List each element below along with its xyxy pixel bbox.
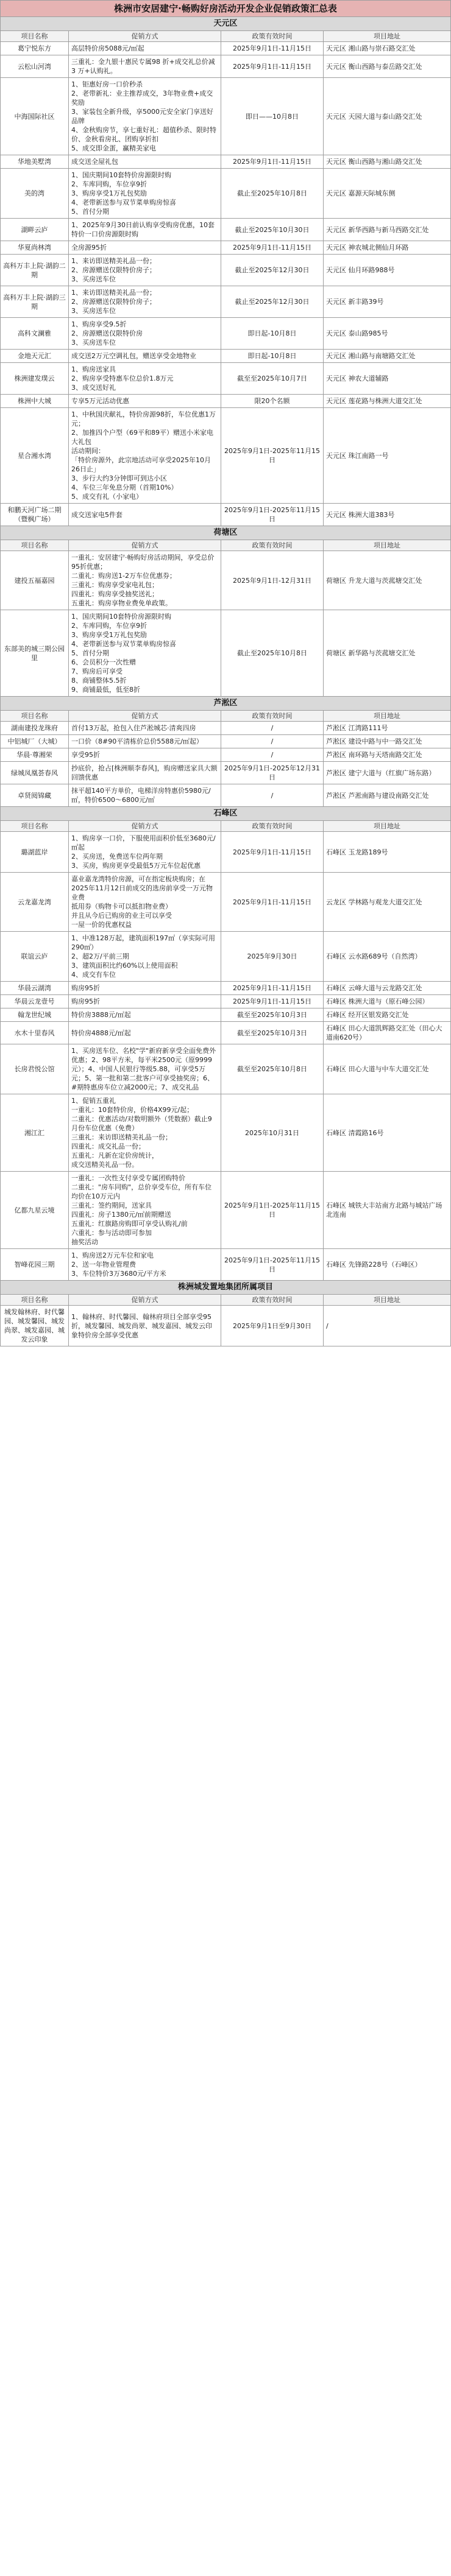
- policy-period: 截至至2025年10月3日: [221, 1008, 324, 1021]
- project-address: 石峰区 云水路689号（自然湾）: [326, 952, 422, 960]
- project-address: 天元区 泰山路985号: [326, 329, 388, 337]
- project-address: 石峰区 玉龙路189号: [326, 848, 388, 856]
- table-row: [1, 982, 450, 995]
- project-address: 石峰区 城铁大丰站南方北路与城站广场北连南: [326, 1202, 442, 1219]
- project-name: 华晨云龙壹号: [1, 995, 69, 1008]
- project-address: 石峰区 株洲大道与（原石峰公园）: [326, 998, 429, 1005]
- policy-period: 2025年9月1日-11月15日: [221, 155, 324, 168]
- project-address: 芦淞区 芦淞南路与建设南路交汇处: [326, 791, 429, 800]
- column-header-addr: 项目地址: [374, 712, 400, 720]
- project-address: 芦淞区 建宁大道与（红旗广场东路）: [326, 769, 436, 777]
- project-name: 湘江汇: [1, 1094, 69, 1171]
- project-name: 联谊云庐: [1, 932, 69, 981]
- section-heading: 芦淞区: [1, 697, 450, 711]
- project-name: 和鹏天河广场二期（暨枫广场）: [1, 504, 69, 526]
- column-header-time: 政策有效时间: [221, 821, 324, 831]
- project-name: 星合湘水湾: [1, 408, 69, 503]
- project-address: 天元区 湘山路与南塘路交汇处: [326, 352, 416, 360]
- project-address: 芦淞区 建设中路与中一路交汇处: [326, 737, 422, 745]
- table-row: [1, 350, 450, 363]
- policy-period: 2025年9月1日-11月15日: [221, 55, 324, 77]
- table-row: [1, 504, 450, 526]
- project-address: 天元区 天园大道与泰山路交汇处: [326, 112, 422, 121]
- promo-method: 全房源95折: [69, 241, 221, 254]
- policy-period: /: [221, 735, 324, 748]
- project-address: 石峰区 云峰大道与云龙路交汇处: [326, 984, 422, 992]
- promo-method: 1、国庆期间10套特价房源限时购 2、车库同购，车位享9折 3、购房享受1万礼包奖励 4、老带新送参与双节菜单购房惊喜 5、首付分期 6、会员积分一次性赠 7、购房后可享受 8、商铺整体5.5折 9、商铺最低，低至8折: [69, 610, 221, 696]
- table-row: [1, 1022, 450, 1044]
- table-row: [1, 1044, 450, 1094]
- column-header-addr: 项目地址: [374, 541, 400, 549]
- promo-method: 一重礼：安居建宁·畅购好房活动期间，享受总价95折优惠； 二重礼：购房送1-2万车位优惠券； 三重礼：购房享受家电礼包； 四重礼：购房享受抽奖送礼； 五重礼：购房享物业费免单政策。: [69, 551, 221, 610]
- table-row: [1, 1008, 450, 1022]
- policy-period: 2025年9月1日-11月15日: [221, 832, 324, 872]
- policy-period: 截至至2025年10月3日: [221, 1022, 324, 1044]
- table-row: [1, 363, 450, 395]
- column-header-addr: 项目地址: [374, 822, 400, 830]
- promo-method: 享受95折: [69, 748, 221, 761]
- table-row: [1, 722, 450, 735]
- project-name: 株洲建发璞云: [1, 363, 69, 394]
- project-address: 天元区 嘉源天际城东侧: [326, 189, 396, 197]
- table-row: [1, 932, 450, 982]
- section-heading: 荷塘区: [1, 526, 450, 540]
- policy-period: 2025年9月1日-11月15日: [221, 982, 324, 994]
- promo-method: 1、钜惠好房一口价秒杀 2、老带新礼：业主推荐成交，3年物业费+成交奖励 3、家装包全新升级，享5000元安全家门享送好品牌 4、金秋购房节，享七重好礼：超值秒杀、限时特价、金秋看房礼、团购享折扣 5、成交即金蛋，赢精美家电: [69, 78, 221, 155]
- promo-method: 1、中秋国庆献礼，特价房源98折，车位优惠1万元； 2、加推四个户型（69平和89平）赠送小米家电大礼包 活动期间： 「特价房源外，此宗地活动可享受2025年10月26日止」 3、步行大约3分钟即可到达小区 4、车位三年免息分期（首期10%） 5、成交有礼（小家电）: [69, 408, 221, 503]
- column-header-name: 项目名称: [1, 711, 69, 721]
- promo-method: 购房95折: [69, 995, 221, 1008]
- project-name: 葛宁悦东方: [1, 42, 69, 55]
- section-heading: 天元区: [1, 17, 450, 31]
- promo-method: 购房95折: [69, 982, 221, 994]
- project-address: 荷塘区 升龙大道与茨菰塘交汇处: [326, 576, 422, 585]
- project-name: 中海国际社区: [1, 78, 69, 155]
- project-address: 石峰区 田心大道与中车大道交汇处: [326, 1065, 429, 1073]
- column-header-time: 政策有效时间: [221, 1295, 324, 1305]
- column-header-row: [1, 540, 450, 551]
- promo-method: 首付13万起，抢包入住芦淞城芯·清爽四房: [69, 722, 221, 734]
- project-name: 翰龙世纪城: [1, 1008, 69, 1021]
- promo-method: 1、来访即送精美礼品一份； 2、房源赠送仅限特价房子； 3、买房送车位: [69, 255, 221, 286]
- project-address: 石峰区 清霞路16号: [326, 1128, 384, 1137]
- table-row: [1, 1094, 450, 1172]
- column-header-promo: 促销方式: [69, 31, 221, 41]
- section-heading: 石峰区: [1, 807, 450, 821]
- table-title: 株洲市安居建宁·畅购好房活动开发企业促销政策汇总表: [1, 0, 450, 17]
- column-header-name: 项目名称: [1, 540, 69, 551]
- promo-method: 1、中准128万起，建筑面积197㎡（享实际可用290㎡） 2、超2万/平前三期 3、建筑面积比约60%以上使用面积 4、成交有车位: [69, 932, 221, 981]
- project-name: 高科文澜雅: [1, 318, 69, 349]
- policy-period: 2025年9月1日-11月15日: [221, 995, 324, 1008]
- policy-period: 截止至2025年10月8日: [221, 610, 324, 696]
- column-header-name: 项目名称: [1, 31, 69, 41]
- project-address: 芦淞区 南环路与天塔南路交汇处: [326, 751, 422, 759]
- promo-method: 1、购房享一口价，下服使用面积价低至3680元/㎡起 2、买房送，免费送车位两年期 3、买房，购房更享受最低5万元车位起优惠: [69, 832, 221, 872]
- project-name: 美的湾: [1, 169, 69, 218]
- column-header-row: [1, 711, 450, 722]
- promo-method: 1、购房送家具 2、购房享受特惠车位总价1.8万元 3、成交送好礼: [69, 363, 221, 394]
- project-name: 东部美的城三期公园里: [1, 610, 69, 696]
- policy-period: 2025年10月31日: [221, 1094, 324, 1171]
- sections-container: [1, 17, 450, 1346]
- table-row: [1, 241, 450, 255]
- project-address: 天元区 衡山西路与湘山路交汇处: [326, 158, 422, 166]
- table-row: [1, 762, 450, 784]
- policy-period: 截止至2025年12月30日: [221, 255, 324, 286]
- column-header-name: 项目名称: [1, 821, 69, 831]
- project-name: 卓贤阅锦藏: [1, 784, 69, 806]
- project-name: 华地美墅湾: [1, 155, 69, 168]
- table-row: [1, 784, 450, 807]
- promo-method: 1、翰林府、时代馨园、翰林府项目全部享受95折，城发馨园、城发尚翠、城发嘉园、城发云印象特价房全部享受优惠: [69, 1306, 221, 1346]
- promo-method: 1、购房送2万元车位和家电 2、送一年物业管理费 3、车位特价3万3680元/平方米: [69, 1249, 221, 1280]
- table-row: [1, 735, 450, 748]
- project-name: 华晨·尊湘荣: [1, 748, 69, 761]
- column-header-promo: 促销方式: [69, 540, 221, 551]
- column-header-row: [1, 1295, 450, 1306]
- project-name: 云龙嘉龙湾: [1, 873, 69, 931]
- table-row: [1, 55, 450, 78]
- project-name: 高科万丰上院·湖韵二期: [1, 255, 69, 286]
- promo-method: 专享5万元活动优惠: [69, 395, 221, 407]
- table-row: [1, 78, 450, 155]
- project-address: 石峰区 先锋路228号（石峰区）: [326, 1261, 422, 1269]
- promo-method: 成交送全屋礼包: [69, 155, 221, 168]
- table-row: [1, 873, 450, 932]
- policy-period: 2025年9月30日: [221, 932, 324, 981]
- project-address: 天元区 珠江南路一号: [326, 451, 389, 460]
- column-header-name: 项目名称: [1, 1295, 69, 1305]
- project-name: 云松山河湾: [1, 55, 69, 77]
- promo-method: 一重礼：一次性支付享受专属团购特价 二重礼："房车同购"，总价享受车位，所有车位均价在10万元内 三重礼：签约期间，送家具 四重礼：房子1380元/㎡前期赠送 五重礼：红旗路房购即可享受认购礼/前 六重礼：参与活动即可参加 抽奖活动: [69, 1172, 221, 1248]
- column-header-time: 政策有效时间: [221, 31, 324, 41]
- table-row: [1, 995, 450, 1008]
- project-name: 建投五福嘉园: [1, 551, 69, 610]
- project-name: 华晨云湖湾: [1, 982, 69, 994]
- column-header-time: 政策有效时间: [221, 711, 324, 721]
- policy-period: 即日起-10月8日: [221, 350, 324, 362]
- promo-method: 成交送2万元空调礼包，赠送享受金地物业: [69, 350, 221, 362]
- policy-period: 2025年9月1日至9月30日: [221, 1306, 324, 1346]
- policy-period: 2025年9月1日-2025年11月15日: [221, 1249, 324, 1280]
- table-row: [1, 551, 450, 610]
- table-row: [1, 169, 450, 219]
- policy-period: 截至至2025年10月8日: [221, 1044, 324, 1094]
- column-header-promo: 促销方式: [69, 821, 221, 831]
- policy-period: /: [221, 784, 324, 806]
- promo-method: 1、购房享受9.5折 2、房源赠送仅限特价房 3、买房送车位: [69, 318, 221, 349]
- table-row: [1, 1306, 450, 1346]
- table-row: [1, 832, 450, 873]
- promo-method: 特价房3888元/㎡起: [69, 1008, 221, 1021]
- project-name: 株洲中大城: [1, 395, 69, 407]
- project-address: 天元区 神农城北侧仙月环路: [326, 244, 409, 252]
- policy-period: 2025年9月1日-11月15日: [221, 42, 324, 55]
- policy-period: 即日——10月8日: [221, 78, 324, 155]
- policy-period: 2025年9月1日-2025年11月15日: [221, 408, 324, 503]
- column-header-row: [1, 31, 450, 42]
- table-row: [1, 748, 450, 762]
- project-address: 天元区 株洲大道383号: [326, 510, 395, 519]
- policy-period: 截止至2025年10月8日: [221, 169, 324, 218]
- policy-period: 2025年9月1日-2025年11月15日: [221, 504, 324, 526]
- project-address: 芦淞区 江湾路111号: [326, 724, 388, 732]
- promo-method: 1、国庆期间10套特价房源限时购 2、车库同购，车位享9折 3、购房享受1万礼包奖励 4、老带新送参与双节菜单购房惊喜 5、首付分期: [69, 169, 221, 218]
- project-name: 亿都九星云境: [1, 1172, 69, 1248]
- policy-period: 即日起-10月8日: [221, 318, 324, 349]
- promo-method: 特价房4888元/㎡起: [69, 1022, 221, 1044]
- promo-method: 1、来访即送精美礼品一份； 2、房源赠送仅限特价房子； 3、买房送车位: [69, 286, 221, 317]
- project-address: 天元区 衡山西路与泰岳路交汇处: [326, 62, 422, 71]
- policy-period: 截止至2025年12月30日: [221, 286, 324, 317]
- project-name: 绿城凤凰荟春风: [1, 762, 69, 784]
- project-address: 天元区 新丰路39号: [326, 298, 384, 306]
- project-address: 石峰区 田心大道凯辉路交汇处（田心大道南620号）: [326, 1024, 442, 1041]
- promo-method: 1、2025年9月30日前认购享受购房优惠，10套特价一口价房源限时购: [69, 219, 221, 241]
- policy-period: 限20个名额: [221, 395, 324, 407]
- table-row: [1, 1249, 450, 1281]
- project-name: 湖畔云庐: [1, 219, 69, 241]
- project-name: 智峰花园三期: [1, 1249, 69, 1280]
- table-row: [1, 255, 450, 286]
- project-name: 中铝城厂（大城）: [1, 735, 69, 748]
- project-name: 水木十里春风: [1, 1022, 69, 1044]
- table-row: [1, 155, 450, 169]
- promo-method: 嘉业嘉龙湾特价房源，可在指定板块购房；在2025年11月12日前成交的选房前享受一万元物业费 抵用券（购物卡可以抵扣物业费） 并且从今后已购房的业主可以享受 一屋一价的优惠权益: [69, 873, 221, 931]
- project-address: 云龙区 学林路与观龙大道交汇处: [326, 898, 422, 906]
- column-header-addr: 项目地址: [374, 32, 400, 40]
- policy-period: 2025年9月1日-11月15日: [221, 241, 324, 254]
- policy-period: 2025年9月1日-2025年11月15日: [221, 1172, 324, 1248]
- policy-period: 2025年9月1日-12月31日: [221, 551, 324, 610]
- promo-method: 成交送家电5件套: [69, 504, 221, 526]
- table-row: [1, 318, 450, 350]
- project-address: 天元区 莲花路与株洲大道交汇处: [326, 397, 422, 405]
- policy-period: 截止至2025年10月30日: [221, 219, 324, 241]
- policy-period: 截至至2025年10月7日: [221, 363, 324, 394]
- table-row: [1, 395, 450, 408]
- project-address: /: [326, 1321, 328, 1330]
- project-address: 天元区 湘山路与崇石路交汇处: [326, 44, 416, 52]
- column-header-promo: 促销方式: [69, 711, 221, 721]
- promo-method: 抄底价，抢占[株洲顺李春风]，购房赠送家具大额回馈优惠: [69, 762, 221, 784]
- table-row: [1, 610, 450, 697]
- table-row: [1, 219, 450, 241]
- project-name: 华夏尚林湾: [1, 241, 69, 254]
- promo-method: 1、促销五重礼 一重礼：10套特价房，价格4X99元/起； 二重礼：优惠活动/对数明额外（凭数据）截止9月份车位优惠（免费） 三重礼：来访即送精美礼品一份； 四重礼：成交礼品一份； 五重礼：凡新在定价房统计， 成交送精美礼品一份。: [69, 1094, 221, 1171]
- promo-method: 一口价（8#90平清栋价总价5588元/㎡起）: [69, 735, 221, 748]
- project-name: 金地天元汇: [1, 350, 69, 362]
- project-name: 璐湖蓝岸: [1, 832, 69, 872]
- table-row: [1, 408, 450, 504]
- policy-period: /: [221, 722, 324, 734]
- project-name: 长房君悦公馆: [1, 1044, 69, 1094]
- column-header-row: [1, 821, 450, 832]
- project-name: 高科万丰上院·湖韵三期: [1, 286, 69, 317]
- policy-period: 2025年9月1日-11月15日: [221, 873, 324, 931]
- project-address: 荷塘区 新华路与茨菰塘交汇处: [326, 649, 416, 657]
- project-name: 城发翰林府、时代馨园、城发馨园、城发尚翠、城发嘉园、城发云印象: [1, 1306, 69, 1346]
- promo-method: 高层特价房5088元/㎡起: [69, 42, 221, 55]
- table-row: [1, 1172, 450, 1249]
- project-address: 天元区 新华西路与新马西路交汇处: [326, 225, 429, 234]
- promo-method: 1、买房送车位、名校"学"新府新享受全面免费外优惠；2、98平方米，每平米2500元（原9999元）；4、中国人民银行等级5.88，可享受5万元；5、第一批和第二批客户可享受抽奖房；6、#期特惠房车位立减2000元；7、成交礼品: [69, 1044, 221, 1094]
- column-header-time: 政策有效时间: [221, 540, 324, 551]
- policy-period: 2025年9月1日-2025年12月31日: [221, 762, 324, 784]
- promo-method: 三重礼：金九银十惠民专属98 折+成交礼总价减 3 万+认购礼。: [69, 55, 221, 77]
- table-row: [1, 42, 450, 55]
- column-header-promo: 促销方式: [69, 1295, 221, 1305]
- project-address: 天元区 仙月环路988号: [326, 266, 395, 274]
- promo-method: 抹平超140平方单价，电梯洋房特惠价5980元/㎡，特价6500～6800元/㎡: [69, 784, 221, 806]
- table-row: [1, 286, 450, 318]
- project-address: 石峰区 经开区银发路交汇处: [326, 1011, 409, 1019]
- project-name: 湖南建投龙珠府: [1, 722, 69, 734]
- project-address: 天元区 神农大道辅路: [326, 375, 389, 382]
- section-heading: 株洲城发置地集团所属项目: [1, 1281, 450, 1295]
- policy-period: /: [221, 748, 324, 761]
- column-header-addr: 项目地址: [374, 1296, 400, 1304]
